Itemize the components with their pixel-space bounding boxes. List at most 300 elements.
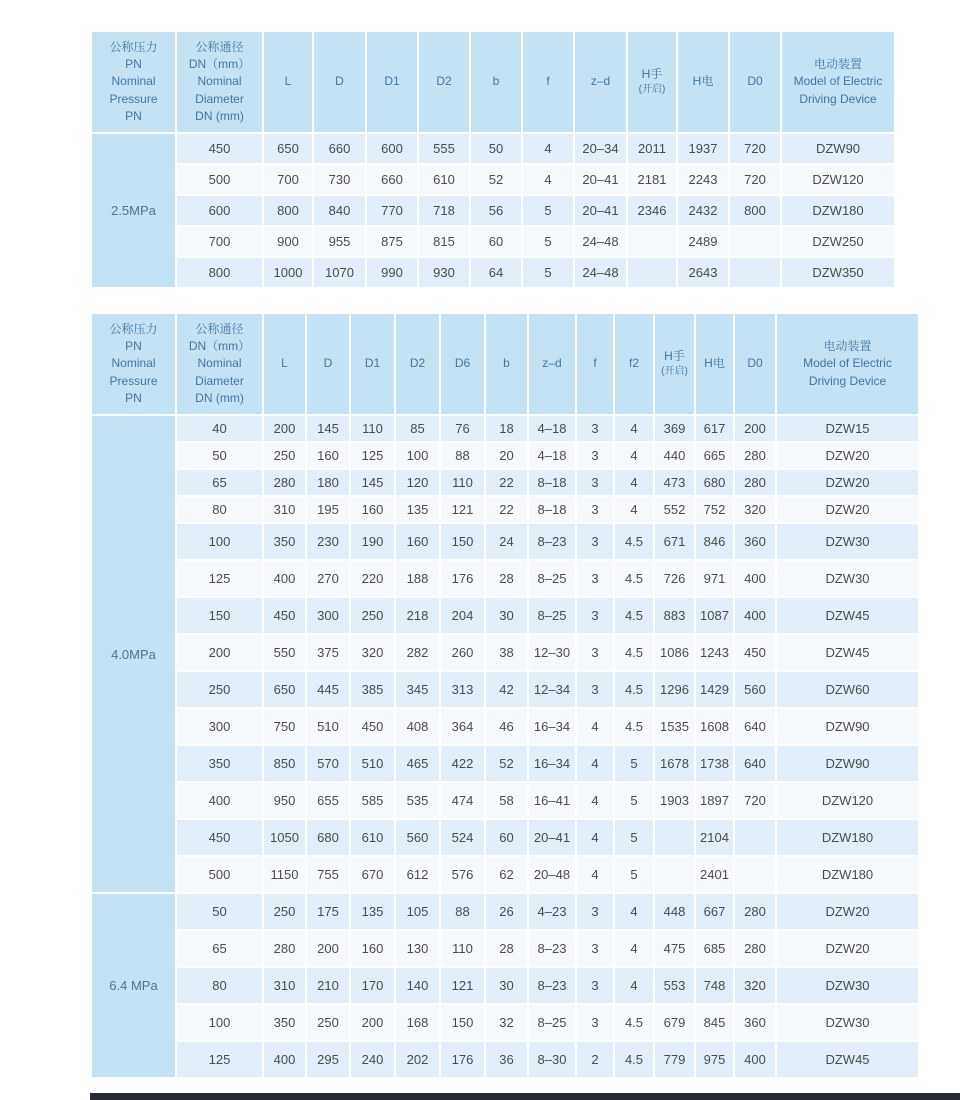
column-header-L [264,32,312,132]
table-cell: 3 [577,497,613,522]
table-cell: 1150 [264,857,305,892]
table-cell: 4 [523,134,573,163]
table-cell: 779 [655,1042,694,1077]
column-header-b [471,32,521,132]
table-cell: 168 [396,1005,439,1040]
table-row [92,746,918,781]
column-header-line: 电动装置 [823,338,872,353]
table-cell: 846 [696,524,733,559]
table-cell: 20–41 [575,165,626,194]
table-cell: 250 [351,598,394,633]
table-cell: 52 [471,165,521,194]
table-cell: 282 [396,635,439,670]
table-cell: 535 [396,783,439,818]
table-cell: 8–18 [529,470,575,495]
pressure-group-cell: 4.0MPa [92,416,175,892]
table-cell: 280 [735,470,775,495]
table-cell: 46 [486,709,527,744]
table-cell: 8–25 [529,598,575,633]
table-cell: 20–41 [575,196,626,225]
table-cell: 524 [441,820,484,855]
table-cell: 140 [396,968,439,1003]
table-cell: DZW350 [782,258,894,287]
column-header-line: D2 [409,356,426,371]
column-header-line: PN [125,109,142,124]
column-header-line: PN [125,391,142,406]
column-header-line: Nominal [197,74,242,89]
table-cell: 4 [523,165,573,194]
table-cell: 755 [307,857,349,892]
column-header-f [523,32,573,132]
column-header-dn [177,32,262,132]
table-cell: 28 [486,561,527,596]
table-cell: 8–23 [529,931,575,966]
table-cell: 3 [577,561,613,596]
column-header-D1 [351,314,394,414]
table-cell: 400 [177,783,262,818]
table-cell: 720 [735,783,775,818]
table-cell: 975 [696,1042,733,1077]
table-cell: 200 [264,416,305,441]
column-header-line: 公称通径 [195,321,244,336]
header-row [92,32,894,132]
table-cell: 750 [264,709,305,744]
table-cell: 85 [396,416,439,441]
table-cell: 8–30 [529,1042,575,1077]
column-header-line: b [503,356,510,371]
table-cell: 145 [351,470,394,495]
table-cell: 8–23 [529,524,575,559]
table-cell: 360 [735,524,775,559]
table-cell: 730 [314,165,365,194]
table-cell: 4.5 [615,1005,653,1040]
table-cell: 30 [486,598,527,633]
table-cell: 3 [577,931,613,966]
column-header-h-elec [696,314,733,414]
table-cell: 560 [396,820,439,855]
table-cell: 500 [177,857,262,892]
column-header-b [486,314,527,414]
table-cell: DZW15 [777,416,918,441]
table-cell: 385 [351,672,394,707]
table-cell: 560 [735,672,775,707]
table-cell: 450 [177,134,262,163]
table-cell: 364 [441,709,484,744]
table-cell: 4 [577,783,613,818]
table-cell: 752 [696,497,733,522]
table-cell: DZW30 [777,968,918,1003]
table-cell: 570 [307,746,349,781]
table-row [92,134,894,163]
table-cell: 30 [486,968,527,1003]
table-cell: 145 [307,416,349,441]
table-cell: 160 [396,524,439,559]
column-header-h-hand [655,314,694,414]
table-cell: 4.5 [615,561,653,596]
table-cell: 770 [367,196,417,225]
table-cell: 135 [351,894,394,929]
table-cell: 552 [655,497,694,522]
table-cell [655,820,694,855]
table-cell: 815 [419,227,469,256]
pressure-group-cell: 2.5MPa [92,134,175,287]
table-cell: 4 [615,968,653,1003]
table-cell: 16–34 [529,709,575,744]
table-cell: 210 [307,968,349,1003]
table-cell: 1087 [696,598,733,633]
table-cell: 200 [351,1005,394,1040]
table-cell: 2104 [696,820,733,855]
column-header-line: L [281,356,288,371]
table-cell: 320 [351,635,394,670]
table-cell: 8–23 [529,968,575,1003]
table-cell: 200 [177,635,262,670]
table-cell: 360 [735,1005,775,1040]
table-cell: 660 [314,134,365,163]
table-cell: 473 [655,470,694,495]
table-cell: 640 [735,709,775,744]
table-cell: 3 [577,968,613,1003]
table-cell: 2432 [678,196,728,225]
table-cell: 5 [523,196,573,225]
table-cell: 408 [396,709,439,744]
column-header-line: D0 [747,74,763,89]
table-cell: 100 [177,524,262,559]
table-cell: 679 [655,1005,694,1040]
column-header-line: Nominal [111,356,156,371]
table-cell: 4.5 [615,635,653,670]
table-cell: 300 [307,598,349,633]
table-cell: 1608 [696,709,733,744]
table-cell: 5 [615,857,653,892]
table-cell: 576 [441,857,484,892]
table-cell: 176 [441,561,484,596]
table-cell: 400 [735,1042,775,1077]
table-cell: 1535 [655,709,694,744]
table-cell: 200 [735,416,775,441]
table-cell: 950 [264,783,305,818]
table-cell: 170 [351,968,394,1003]
table-cell: DZW90 [782,134,894,163]
table-cell: 971 [696,561,733,596]
table-cell: 600 [177,196,262,225]
table-cell: 883 [655,598,694,633]
table-cell: 52 [486,746,527,781]
column-header-D6 [441,314,484,414]
column-header-line: Pressure [109,91,158,106]
table-cell: 160 [351,931,394,966]
table-cell [735,820,775,855]
column-header-f2 [615,314,653,414]
table-cell: 2181 [628,165,676,194]
table-cell: DZW120 [777,783,918,818]
table-cell: DZW30 [777,524,918,559]
table-cell: 450 [351,709,394,744]
table-cell: 125 [351,443,394,468]
table-cell: 660 [367,165,417,194]
column-header-line: Diameter [195,91,244,106]
table-cell: 40 [177,416,262,441]
table-cell: 320 [735,968,775,1003]
table-cell: 1429 [696,672,733,707]
table-cell: 350 [264,1005,305,1040]
table-cell: 655 [307,783,349,818]
table-cell: 4 [577,820,613,855]
table-cell: 270 [307,561,349,596]
table-cell: 350 [177,746,262,781]
column-header-line: D1 [364,356,381,371]
table-cell: 320 [735,497,775,522]
table-cell: 930 [419,258,469,287]
table-cell: 160 [351,497,394,522]
table-cell: 150 [441,1005,484,1040]
table-cell: 240 [351,1042,394,1077]
table-cell: 1070 [314,258,365,287]
table-cell: 3 [577,635,613,670]
column-header-line: z–d [542,356,562,371]
column-header-line: (开启) [638,84,666,96]
column-header-line: H手 [641,67,663,82]
table-cell: 26 [486,894,527,929]
table-cell: 345 [396,672,439,707]
column-header-line: 电动装置 [813,56,862,71]
table-cell: 400 [264,1042,305,1077]
table-cell: 310 [264,497,305,522]
table-row [92,416,918,441]
table-cell: 1897 [696,783,733,818]
table-cell: 612 [396,857,439,892]
table-row [92,820,918,855]
table-cell: 4 [615,894,653,929]
table-cell: 18 [486,416,527,441]
column-header-z-d [529,314,575,414]
column-header-D1 [367,32,417,132]
column-header-line: Driving Device [799,91,877,106]
table-cell: 121 [441,968,484,1003]
table-cell: 2489 [678,227,728,256]
table-cell: 2643 [678,258,728,287]
table-cell: 2011 [628,134,676,163]
column-header-line: PN [125,338,142,353]
table-cell: 3 [577,470,613,495]
table-cell: 4–18 [529,416,575,441]
table-cell: 62 [486,857,527,892]
table-cell: 130 [396,931,439,966]
table-row [92,635,918,670]
column-header-line: D6 [454,356,471,371]
column-header-line: Nominal [197,356,242,371]
table-cell: 110 [441,931,484,966]
table-cell: 671 [655,524,694,559]
column-header-line: DN（mm） [188,56,251,71]
table-cell: 190 [351,524,394,559]
column-header-pressure [92,314,175,414]
table-cell: 650 [264,672,305,707]
table-cell: 555 [419,134,469,163]
column-header-D [314,32,365,132]
table-cell: 955 [314,227,365,256]
table-cell: 448 [655,894,694,929]
column-header-line: H手 [664,349,685,364]
table-cell: 8–18 [529,497,575,522]
table-cell: 400 [735,598,775,633]
column-header-pressure [92,32,175,132]
table-cell: 840 [314,196,365,225]
table-row [92,968,918,1003]
table-cell: 202 [396,1042,439,1077]
table-cell: 195 [307,497,349,522]
table-cell [730,227,780,256]
column-header-line: D0 [747,356,763,371]
table-cell: 280 [735,443,775,468]
column-header-line: PN [125,56,142,71]
table-cell: 88 [441,443,484,468]
table-cell: 50 [177,443,262,468]
table-cell: 200 [307,931,349,966]
page-bottom-edge-bar [90,1093,960,1100]
table-row [92,165,894,194]
table-cell: 135 [396,497,439,522]
table-cell: DZW250 [782,227,894,256]
table-cell: 295 [307,1042,349,1077]
table-cell: 845 [696,1005,733,1040]
table-cell: 4.5 [615,709,653,744]
table-cell: 20–48 [529,857,575,892]
table-cell: 550 [264,635,305,670]
column-header-device [782,32,894,132]
table-row [92,783,918,818]
column-header-D0 [735,314,775,414]
table-cell: 280 [735,931,775,966]
table-cell: 3 [577,598,613,633]
table-cell: 553 [655,968,694,1003]
column-header-h-elec [678,32,728,132]
table-cell: 150 [177,598,262,633]
table-cell: 56 [471,196,521,225]
table-row [92,672,918,707]
table-cell: 350 [264,524,305,559]
table-row [92,443,918,468]
table-cell: 150 [441,524,484,559]
table-cell: 3 [577,416,613,441]
table-row [92,561,918,596]
table-cell: 2401 [696,857,733,892]
table-cell: 310 [264,968,305,1003]
table-cell: 450 [264,598,305,633]
table-cell: 600 [367,134,417,163]
table-cell [628,258,676,287]
table-cell: 60 [471,227,521,256]
table-cell: 640 [735,746,775,781]
table-cell: 100 [396,443,439,468]
column-header-line: b [492,74,500,89]
table-cell: DZW90 [777,709,918,744]
table-cell: 280 [735,894,775,929]
table-cell: 5 [523,258,573,287]
table-cell: 65 [177,931,262,966]
table-cell: 400 [735,561,775,596]
table-row [92,1042,918,1077]
table-row [92,709,918,744]
column-header-line: f [546,74,550,89]
table-cell [735,857,775,892]
table-cell: 422 [441,746,484,781]
table-cell: 3 [577,443,613,468]
table-cell: 3 [577,894,613,929]
table-cell: 2346 [628,196,676,225]
table-cell: 700 [264,165,312,194]
table-cell: 5 [615,783,653,818]
table-cell: 680 [696,470,733,495]
table-row [92,258,894,287]
table-cell: DZW20 [777,931,918,966]
table-cell: 720 [730,165,780,194]
table-cell: 110 [351,416,394,441]
table-cell: 1243 [696,635,733,670]
column-header-line: DN (mm) [195,391,244,406]
column-header-line: D1 [384,74,400,89]
table-cell: 24 [486,524,527,559]
table-cell: 250 [177,672,262,707]
table-cell: 720 [730,134,780,163]
column-header-line: Diameter [195,373,244,388]
column-header-line: Nominal [111,74,156,89]
table-cell: 28 [486,931,527,966]
table-cell: 850 [264,746,305,781]
table-cell: 230 [307,524,349,559]
table-cell: 4.5 [615,524,653,559]
table-cell: 3 [577,1005,613,1040]
table-cell: DZW45 [777,598,918,633]
table-cell: 4 [577,709,613,744]
table-cell: 610 [351,820,394,855]
table-cell: 20 [486,443,527,468]
table-cell: 500 [177,165,262,194]
table-cell: 180 [307,470,349,495]
table-cell: 4 [577,746,613,781]
table-cell: 800 [264,196,312,225]
column-header-line: f [593,356,597,371]
table-cell: 16–34 [529,746,575,781]
table-row [92,931,918,966]
table-cell: 4 [615,497,653,522]
column-header-line: 公称压力 [109,39,158,54]
column-header-line: L [284,74,292,89]
table-cell: 36 [486,1042,527,1077]
table-cell: 450 [735,635,775,670]
table-cell: 100 [177,1005,262,1040]
table-cell [655,857,694,892]
table-cell: DZW180 [777,857,918,892]
table-cell: 313 [441,672,484,707]
table-cell: 400 [264,561,305,596]
column-header-line: D2 [436,74,452,89]
column-header-line: H电 [692,74,714,89]
table-cell: DZW20 [777,443,918,468]
table-cell: 5 [615,820,653,855]
table-cell: 1000 [264,258,312,287]
table-cell: 20–41 [529,820,575,855]
table-cell: 440 [655,443,694,468]
column-header-f [577,314,613,414]
table-cell: 300 [177,709,262,744]
table-cell: 280 [264,470,305,495]
table-cell: 5 [523,227,573,256]
table-cell: 125 [177,1042,262,1077]
table-cell: 465 [396,746,439,781]
table-cell: 510 [307,709,349,744]
table-cell: 1050 [264,820,305,855]
